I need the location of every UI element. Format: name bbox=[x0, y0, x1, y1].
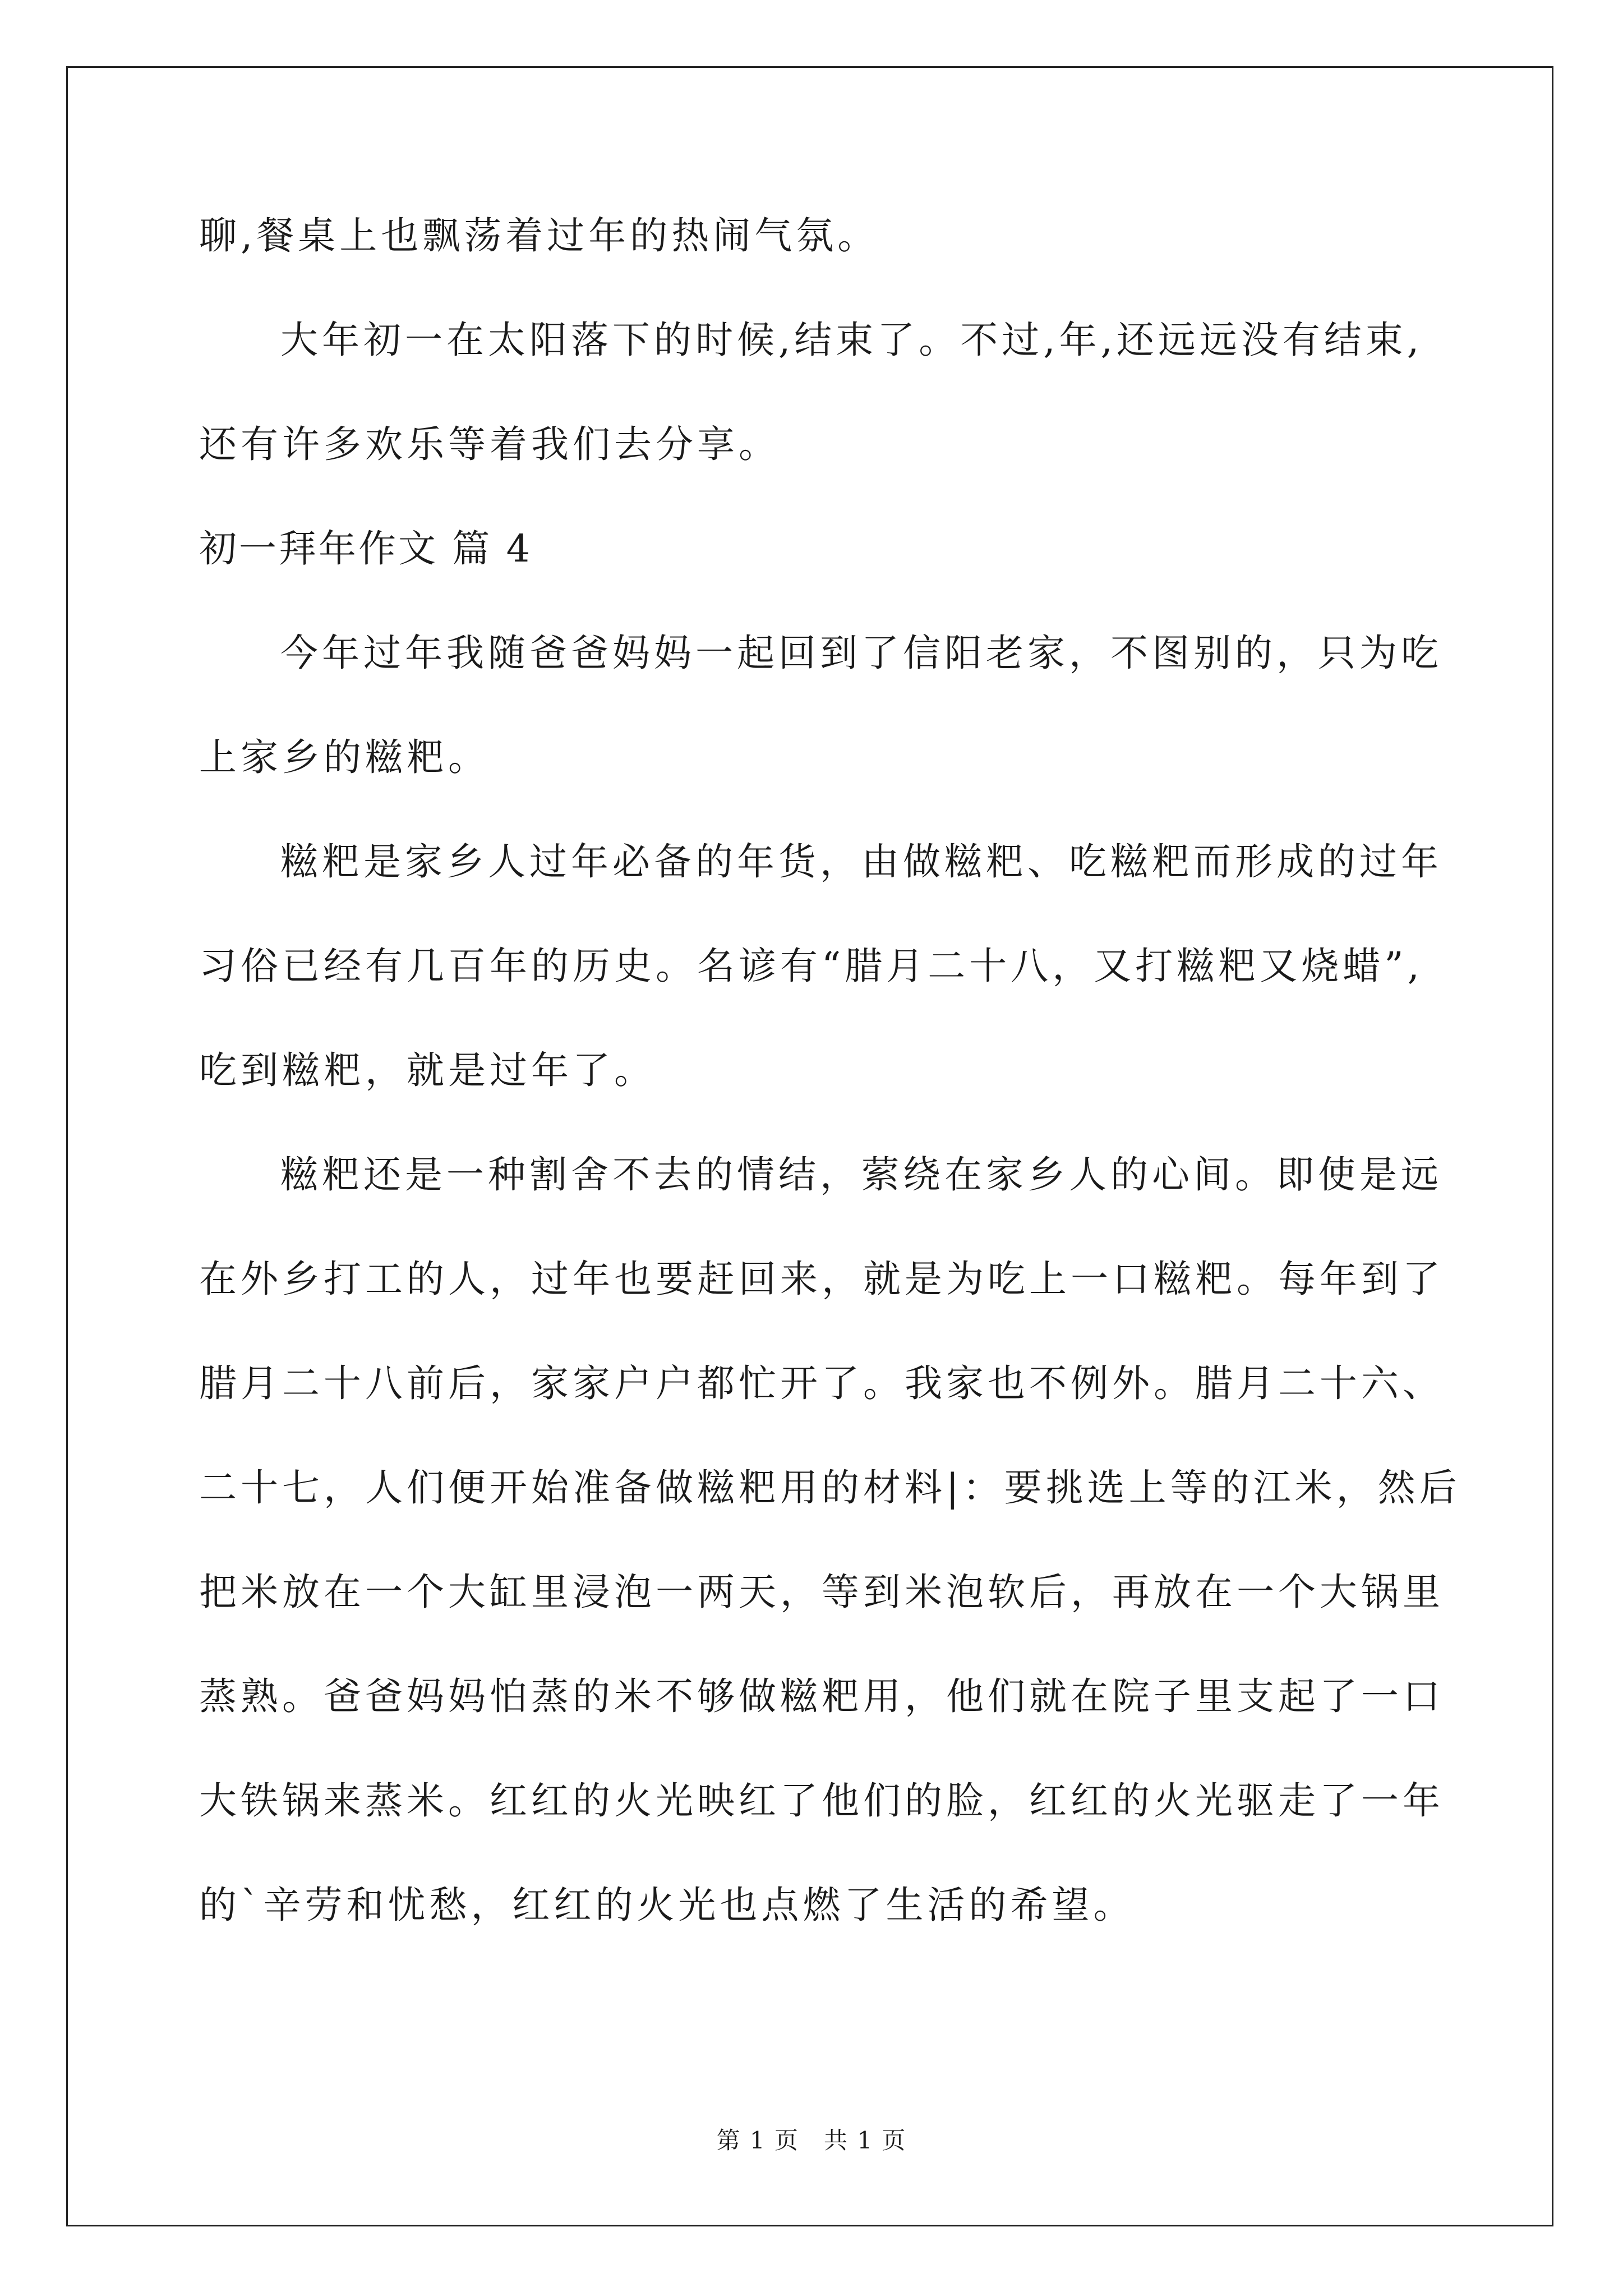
paragraph-line: 把米放在一个大缸里浸泡一两天，等到米泡软后，再放在一个大锅里 bbox=[199, 1570, 1444, 1614]
paragraph-line: 大年初一在太阳落下的时候,结束了。不过,年,还远远没有结束, bbox=[280, 318, 1423, 362]
paragraph-line: 还有许多欢乐等着我们去分享。 bbox=[199, 422, 780, 466]
paragraph-line: 蒸熟。爸爸妈妈怕蒸的米不够做糍粑用，他们就在院子里支起了一口 bbox=[199, 1674, 1444, 1718]
paragraph-line: 聊,餐桌上也飘荡着过年的热闹气氛。 bbox=[199, 214, 879, 257]
paragraph-line: 习俗已经有几百年的历史。名谚有“腊月二十八，又打糍粑又烧蜡”, bbox=[199, 944, 1423, 988]
paragraph-line: 今年过年我随爸爸妈妈一起回到了信阳老家，不图别的，只为吃 bbox=[280, 631, 1442, 675]
paragraph-line: 吃到糍粑，就是过年了。 bbox=[199, 1048, 656, 1092]
paragraph-line: 糍粑还是一种割舍不去的情结，萦绕在家乡人的心间。即使是远 bbox=[280, 1153, 1442, 1197]
paragraph-line: 在外乡打工的人，过年也要赶回来，就是为吃上一口糍粑。每年到了 bbox=[199, 1257, 1444, 1301]
paragraph-line: 二十七，人们便开始准备做糍粑用的材料|：要挑选上等的江米，然后 bbox=[199, 1466, 1461, 1510]
section-heading: 初一拜年作文 篇 4 bbox=[199, 527, 533, 570]
paragraph-line: 上家乡的糍粑。 bbox=[199, 735, 490, 779]
paragraph-line: 糍粑是家乡人过年必备的年货，由做糍粑、吃糍粑而形成的过年 bbox=[280, 840, 1442, 884]
paragraph-line: 大铁锅来蒸米。红红的火光映红了他们的脸，红红的火光驱走了一年 bbox=[199, 1779, 1444, 1823]
paragraph-line: 的`辛劳和忧愁，红红的火光也点燃了生活的希望。 bbox=[199, 1883, 1135, 1927]
paragraph-line: 腊月二十八前后，家家户户都忙开了。我家也不例外。腊月二十六、 bbox=[199, 1361, 1444, 1405]
page-number-footer: 第 1 页 共 1 页 bbox=[716, 2127, 907, 2154]
